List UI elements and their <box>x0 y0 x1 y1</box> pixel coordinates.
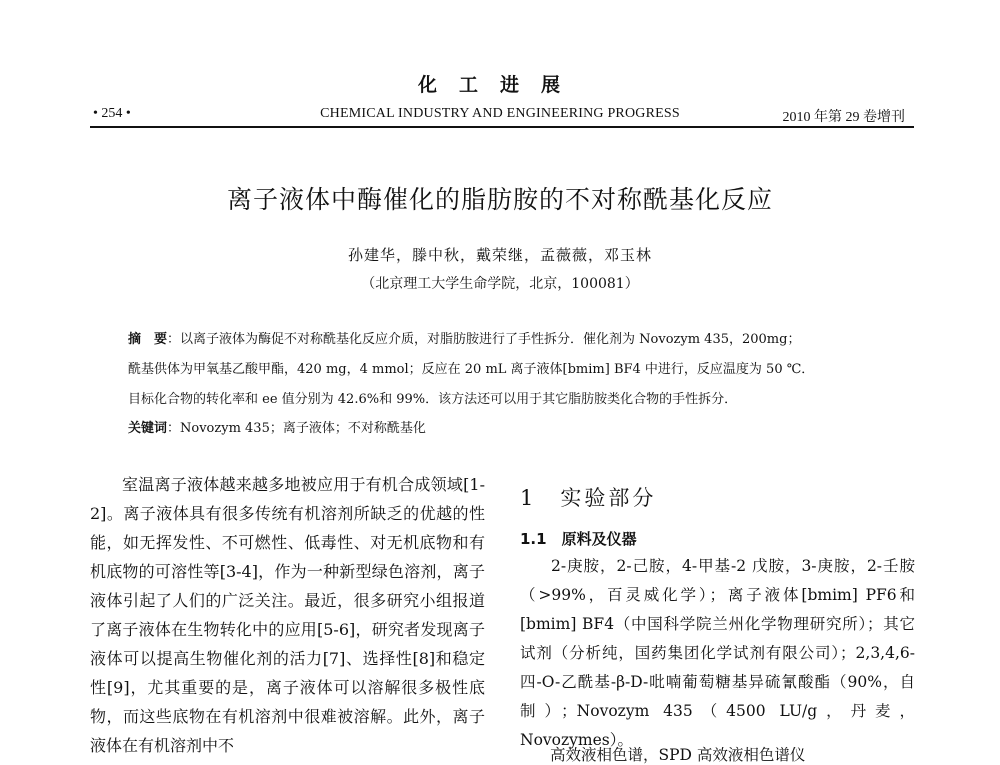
page-number: • 254 • <box>93 106 131 121</box>
subsection-heading: 1.1 原料及仪器 <box>520 530 637 548</box>
issue-label: 2010 年第 29 卷增刊 <box>782 110 905 125</box>
partial-next-line: 高效液相色谱，SPD 高效液相色谱仪 <box>550 746 806 764</box>
intro-column <box>90 470 485 760</box>
abstract-text-1: ：以离子液体为酶促不对称酰基化反应介质，对脂肪胺进行了手性拆分．催化剂为 Novozym 435，200mg； <box>167 332 801 347</box>
keywords-line <box>128 422 888 435</box>
authors: 孙建华，滕中秋，戴荣继，孟薇薇，邓玉林 <box>347 246 652 264</box>
keywords-text: ：Novozym 435；离子液体；不对称酰基化 <box>167 421 426 436</box>
abstract-line-2: 酰基供体为甲氧基乙酸甲酯，420 mg，4 mmol；反应在 20 mL 离子液体[bmim] BF4 中进行，反应温度为 50 ℃． <box>128 362 815 377</box>
article-title: 离子液体中酶催化的脂肪胺的不对称酰基化反应 <box>226 185 773 214</box>
intro-paragraph: 室温离子液体越来越多地被应用于有机合成领域[1-2]。离子液体具有很多传统有机溶剂所缺乏的优越的性能，如无挥发性、不可燃性、低毒性、对无机底物和有机底物的可溶性等[3-4]，作为一种新型绿色溶剂，离子液体引起了人们的广泛关注。最近，很多研究小组报道了离子液体在生物转化中的应用[5-6]，研究者发现离子液体可以提高生物催化剂的活力[7]、选择性[8]和稳定性[9]，尤其重要的是，离子液体可以溶解很多极性底物，而这些底物在有机溶剂中很难被溶解。此外，离子液体在有机溶剂中不 <box>90 475 485 755</box>
abstract-line-1 <box>128 333 888 346</box>
journal-title-en: CHEMICAL INDUSTRY AND ENGINEERING PROGRESS <box>320 106 680 121</box>
abstract-label: 摘 要 <box>128 332 168 347</box>
materials-column <box>520 552 915 755</box>
abstract-line-3: 目标化合物的转化率和 ee 值分别为 42.6%和 99%．该方法还可以用于其它脂肪胺类化合物的手性拆分． <box>128 392 738 407</box>
materials-paragraph: 2-庚胺，2-己胺，4-甲基-2 戊胺，3-庚胺，2-壬胺（>99%，百灵威化学）；离子液体[bmim] PF6和[bmim] BF4（中国科学院兰州化学物理研究所）；其它试剂（分析纯，国药集团化学试剂有限公司）；2,3,4,6-四-O-乙酰基-β-D-吡喃葡萄糖基异硫氰酸酯（90%，自制）；Novozym 435（4500 LU/g，丹麦，Novozymes）。 <box>520 557 915 749</box>
affiliation: （北京理工大学生命学院，北京，100081） <box>361 276 639 292</box>
journal-title-cn: 化工进展 <box>417 74 582 96</box>
section-heading: 1 实验部分 <box>520 486 657 510</box>
header-rule <box>90 126 914 128</box>
keywords-label: 关键词 <box>128 421 168 436</box>
